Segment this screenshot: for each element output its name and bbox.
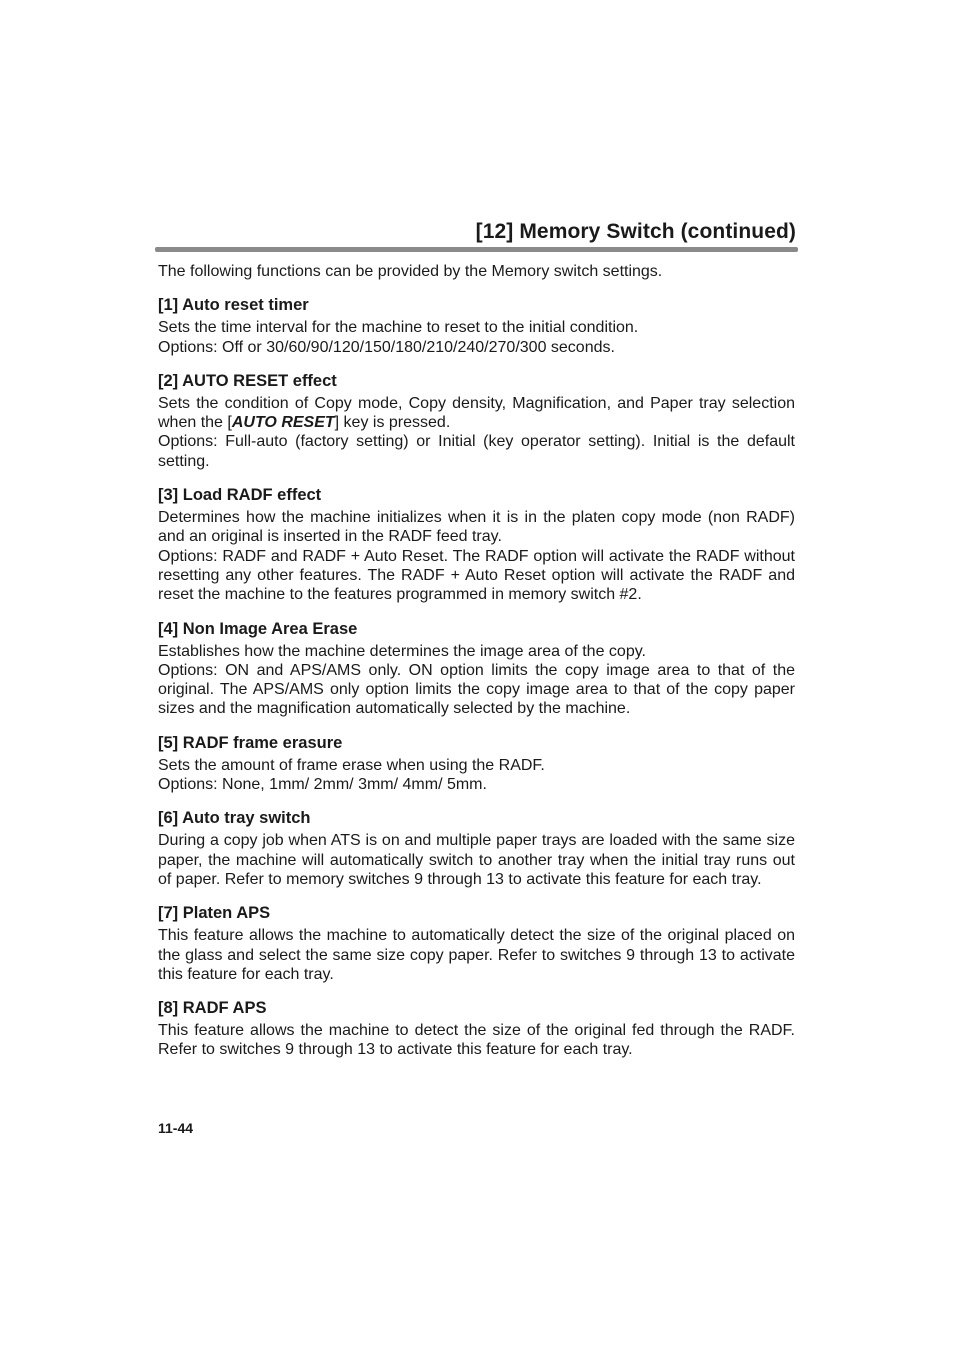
description-text: Sets the condition of Copy mode, Copy density, Magnification, and Paper tray selection when the [ <box>158 394 795 432</box>
section-auto-reset-effect <box>158 371 795 471</box>
section-options: Options: Off or 30/60/90/120/150/180/210/240/270/300 seconds. <box>158 338 615 356</box>
section-heading: [5] RADF frame erasure <box>158 733 343 752</box>
document-body <box>158 262 795 1074</box>
section-options: Options: ON and APS/AMS only. ON option limits the copy image area to that of the original. The APS/AMS only option limits the copy image area to that of the copy paper sizes and the magnification automatically selected by the machine. <box>158 661 795 718</box>
section-description <box>158 394 795 433</box>
page-title: [12] Memory Switch (continued) <box>475 220 796 243</box>
section-description: This feature allows the machine to detect the size of the original fed through the RADF. Refer to switches 9 through 13 to activate this feature for each tray. <box>158 1022 795 1059</box>
section-options: Options: None, 1mm/ 2mm/ 3mm/ 4mm/ 5mm. <box>158 776 487 794</box>
section-heading: [8] RADF APS <box>158 999 267 1018</box>
section-heading: [1] Auto reset timer <box>158 296 309 315</box>
section-description: Sets the amount of frame erase when using the RADF. <box>158 756 545 774</box>
section-auto-tray-switch <box>158 808 795 889</box>
section-heading: [7] Platen APS <box>158 904 271 923</box>
section-heading: [6] Auto tray switch <box>158 809 311 828</box>
section-description: This feature allows the machine to automatically detect the size of the original placed on the glass and select the same size copy paper. Refer to switches 9 through 13 to activate this feature for each tray. <box>158 927 795 983</box>
section-heading: [3] Load RADF effect <box>158 486 322 505</box>
auto-reset-key-label: AUTO RESET <box>231 414 335 432</box>
section-options: Options: Full-auto (factory setting) or Initial (key operator setting). Initial is the default setting. <box>158 433 795 470</box>
section-heading: [2] AUTO RESET effect <box>158 371 337 390</box>
intro-text: The following functions can be provided by the Memory switch settings. <box>158 263 663 280</box>
title-rule <box>155 247 798 252</box>
section-description: Establishes how the machine determines the image area of the copy. <box>158 642 646 660</box>
section-heading: [4] Non Image Area Erase <box>158 619 358 638</box>
section-radf-frame-erasure <box>158 733 795 795</box>
section-radf-aps <box>158 998 795 1060</box>
section-description: Determines how the machine initializes when it is in the platen copy mode (non RADF) and an original is inserted in the RADF feed tray. <box>158 509 795 546</box>
section-auto-reset-timer <box>158 295 795 357</box>
page-number: 11-44 <box>158 1120 194 1136</box>
section-platen-aps <box>158 903 795 984</box>
description-text: ] key is pressed. <box>334 414 451 432</box>
section-description: Sets the time interval for the machine to reset to the initial condition. <box>158 319 639 337</box>
section-non-image-area-erase <box>158 619 795 719</box>
section-options: Options: RADF and RADF + Auto Reset. The RADF option will activate the RADF without resetting any other features. The RADF + Auto Reset option will activate the RADF and reset the machine to the features programmed in memory switch #2. <box>158 547 795 604</box>
section-description: During a copy job when ATS is on and multiple paper trays are loaded with the same size paper, the machine will automatically switch to another tray when the initial tray runs out of paper. Refer to memory switches 9 through 13 to activate this feature for each tray. <box>158 832 795 888</box>
section-load-radf-effect <box>158 485 795 604</box>
